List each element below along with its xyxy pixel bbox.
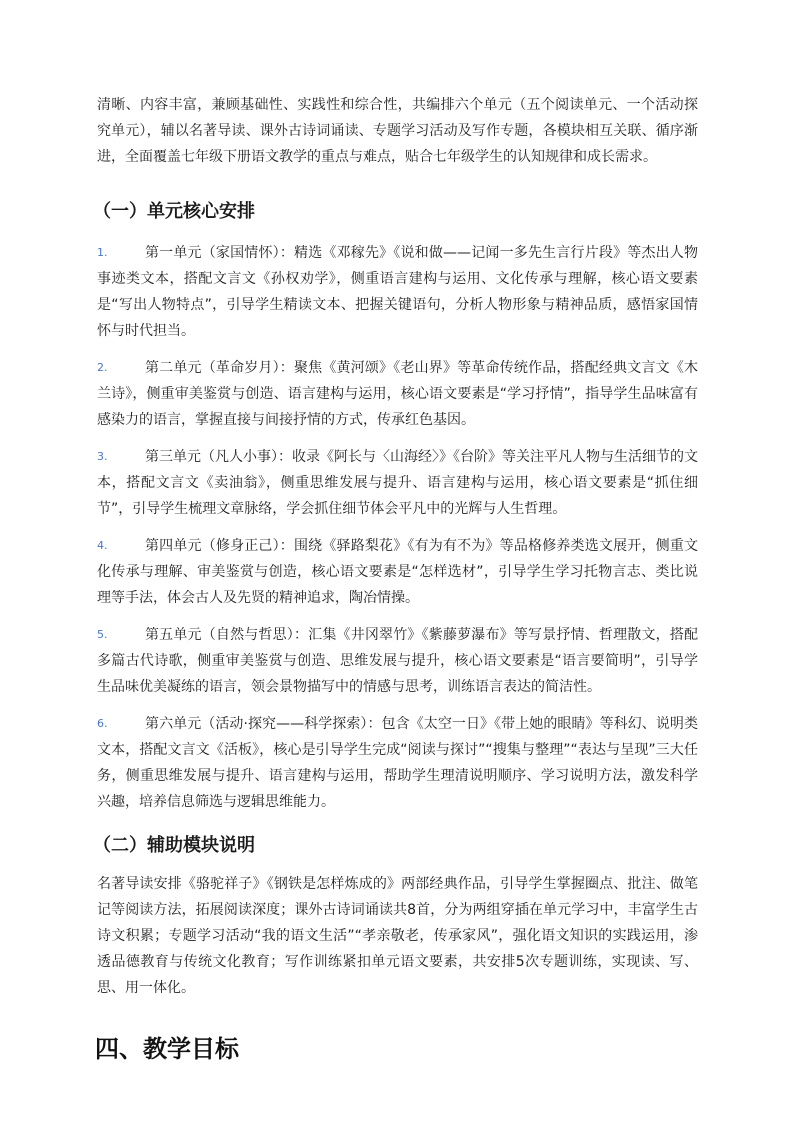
list-number: 1. [97, 246, 108, 259]
list-item [97, 533, 698, 611]
list-item-text: 第一单元（家国情怀）：精选《邓稼先》《说和做——记闻一多先生言行片段》等杰出人物事迹类文本，搭配文言文《孙权劝学》，侧重语言建构与运用、文化传承与理解，核心语文要素是“写出人物特点”，引导学生精读文本、把握关键语句，分析人物形象与精神品质，感悟家国情怀与时代担当。 [97, 245, 698, 339]
list-item [97, 444, 698, 522]
list-item [97, 622, 698, 700]
section-heading-unit-arrangement: （一）单元核心安排 [93, 201, 255, 222]
intro-paragraph: 清晰、内容丰富，兼顾基础性、实践性和综合性，共编排六个单元（五个阅读单元、一个活动探究单元），辅以名著导读、课外古诗词诵读、专题学习活动及写作专题，各模块相互关联、循序渐进，全面覆盖七年级下册语文教学的重点与难点，贴合七年级学生的认知规律和成长需求。 [97, 97, 698, 165]
list-item-text: 第二单元（革命岁月）：聚焦《黄河颂》《老山界》等革命传统作品，搭配经典文言文《木兰诗》，侧重审美鉴赏与创造、语言建构与运用，核心语文要素是“学习抒情”，指导学生品味富有感染力的语言，掌握直接与间接抒情的方式，传承红色基因。 [97, 360, 698, 428]
list-item-text: 第四单元（修身正己）：围绕《驿路梨花》《有为有不为》等品格修养类选文展开，侧重文化传承与理解、审美鉴赏与创造，核心语文要素是“怎样选材”，引导学生学习托物言志、类比说理等手法，体会古人及先贤的精神追求，陶冶情操。 [97, 538, 698, 606]
section-heading-auxiliary-modules: （二）辅助模块说明 [93, 835, 255, 856]
list-number: 3. [97, 450, 108, 463]
list-item [97, 355, 698, 433]
unit-list [97, 240, 698, 815]
list-item [97, 240, 698, 344]
list-item-text: 第五单元（自然与哲思）：汇集《井冈翠竹》《紫藤萝瀑布》等写景抒情、哲理散文，搭配多篇古代诗歌，侧重审美鉴赏与创造、思维发展与提升，核心语文要素是“语言要简明”，引导学生品味优美凝练的语言，领会景物描写中的情感与思考，训练语言表达的简洁性。 [97, 627, 698, 695]
list-number: 2. [97, 361, 108, 374]
list-number: 4. [97, 539, 108, 552]
list-item-text: 第六单元（活动·探究——科学探索）：包含《太空一日》《带上她的眼睛》等科幻、说明类文本，搭配文言文《活板》，核心是引导学生完成“阅读与探讨”“搜集与整理”“表达与呈现”三大任务，侧重思维发展与提升、语言建构与运用，帮助学生理清说明顺序、学习说明方法，激发科学兴趣，培养信息筛选与逻辑思维能力。 [97, 716, 698, 810]
list-number: 6. [97, 717, 108, 730]
auxiliary-modules-paragraph: 名著导读安排《骆驼祥子》《钢铁是怎样炼成的》两部经典作品，引导学生掌握圈点、批注、做笔记等阅读方法，拓展阅读深度；课外古诗词诵读共8首，分为两组穿插在单元学习中，丰富学生古诗文积累；专题学习活动“我的语文生活”“孝亲敬老，传承家风”，强化语文知识的实践运用，渗透品德教育与传统文化教育；写作训练紧扣单元语文要素，共安排5次专题训练，实现读、写、思、用一体化。 [97, 876, 698, 996]
list-number: 5. [97, 628, 108, 641]
list-item-text: 第三单元（凡人小事）：收录《阿长与〈山海经〉》《台阶》等关注平凡人物与生活细节的文本，搭配文言文《卖油翁》，侧重思维发展与提升、语言建构与运用，核心语文要素是“抓住细节”，引导学生梳理文章脉络，学会抓住细节体会平凡中的光辉与人生哲理。 [97, 449, 698, 517]
list-item [97, 711, 698, 815]
section-heading-teaching-goals: 四、教学目标 [95, 1035, 239, 1063]
